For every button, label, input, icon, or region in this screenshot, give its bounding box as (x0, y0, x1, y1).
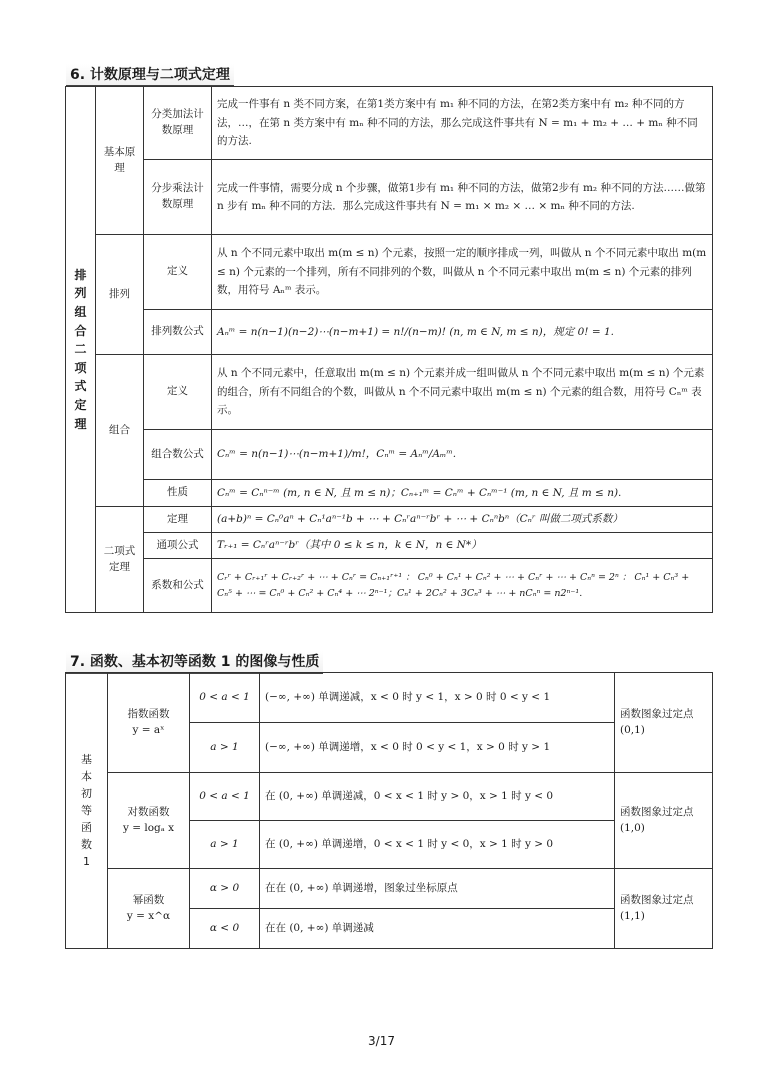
counting-table (65, 86, 713, 613)
condition: 0 < a < 1 (190, 673, 260, 723)
row-content: Aₙᵐ = n(n−1)(n−2)⋯(n−m+1) = n!/(n−m)! (n, m ∈ N, m ≤ n)，规定 0! = 1. (212, 310, 713, 355)
row-content: Cₙᵐ = Cₙⁿ⁻ᵐ (m, n ∈ N, 且 m ≤ n)；Cₙ₊₁ᵐ = Cₙᵐ + Cₙᵐ⁻¹ (m, n ∈ N, 且 m ≤ n). (212, 480, 713, 507)
row-content: (a+b)ⁿ = Cₙ⁰aⁿ + Cₙ¹aⁿ⁻¹b + ⋯ + Cₙʳaⁿ⁻ʳbʳ + ⋯ + Cₙⁿbⁿ（Cₙʳ 叫做二项式系数） (212, 507, 713, 533)
category-cell: 基本初等函数1 (66, 673, 108, 949)
group-comb: 组合 (96, 355, 144, 507)
func-exp (108, 673, 190, 773)
note: 函数图象过定点 (0,1) (615, 673, 713, 773)
row-label: 分类加法计数原理 (144, 87, 212, 160)
func-name: 指数函数 (127, 707, 170, 720)
func-name: 幂函数 (132, 893, 165, 906)
row-label: 系数和公式 (144, 559, 212, 613)
row-content: 从 n 个不同元素中，任意取出 m(m ≤ n) 个元素并成一组叫做从 n 个不同元素中取出 m(m ≤ n) 个元素的组合，所有不同组合的个数，叫做从 n 个不同元素中取出 m(m ≤ n) 个元素的组合数，用符号 Cₙᵐ 表示。 (212, 355, 713, 430)
row-label: 组合数公式 (144, 430, 212, 480)
category-cell: 排列组合二项式定理 (66, 87, 96, 613)
group-binom: 二项式定理 (96, 507, 144, 613)
row-content: 完成一件事情，需要分成 n 个步骤，做第1步有 m₁ 种不同的方法，做第2步有 m₂ 种不同的方法……做第 n 步有 mₙ 种不同的方法．那么完成这件事共有 N = m₁ × m₂ × … × mₙ 种不同的方法. (212, 160, 713, 235)
condition: α > 0 (190, 869, 260, 909)
property: (−∞, +∞) 单调递增，x < 0 时 0 < y < 1，x > 0 时 y > 1 (260, 723, 615, 773)
row-content: Cₙᵐ = n(n−1)⋯(n−m+1)/m!，Cₙᵐ = Aₙᵐ/Aₘᵐ. (212, 430, 713, 480)
property: 在 (0, +∞) 单调递增，0 < x < 1 时 y < 0，x > 1 时 y > 0 (260, 821, 615, 869)
row-content: 完成一件事有 n 类不同方案，在第1类方案中有 m₁ 种不同的方法，在第2类方案中有 m₂ 种不同的方法，…，在第 n 类方案中有 mₙ 种不同的方法，那么完成这件事共有 N = m₁ + m₂ + … + mₙ 种不同的方法. (212, 87, 713, 160)
func-log (108, 773, 190, 869)
row-label: 分步乘法计数原理 (144, 160, 212, 235)
note: 函数图象过定点 (1,0) (615, 773, 713, 869)
row-content: Tᵣ₊₁ = Cₙʳaⁿ⁻ʳbʳ（其中 0 ≤ k ≤ n，k ∈ N，n ∈ N*） (212, 533, 713, 559)
section-6-title: 6. 计数原理与二项式定理 (66, 64, 234, 87)
row-label: 通项公式 (144, 533, 212, 559)
condition: 0 < a < 1 (190, 773, 260, 821)
property: 在 (0, +∞) 单调递减，0 < x < 1 时 y > 0，x > 1 时 y < 0 (260, 773, 615, 821)
row-label: 定义 (144, 235, 212, 310)
row-label: 排列数公式 (144, 310, 212, 355)
condition: α < 0 (190, 909, 260, 949)
func-power (108, 869, 190, 949)
row-label: 定义 (144, 355, 212, 430)
row-label: 性质 (144, 480, 212, 507)
property: (−∞, +∞) 单调递减，x < 0 时 y < 1，x > 0 时 0 < y < 1 (260, 673, 615, 723)
property: 在在 (0, +∞) 单调递增，图象过坐标原点 (260, 869, 615, 909)
func-formula: y = x^α (126, 909, 171, 922)
condition: a > 1 (190, 821, 260, 869)
group-basic: 基本原理 (96, 87, 144, 235)
row-label: 定理 (144, 507, 212, 533)
page-number: 3/17 (368, 1034, 395, 1048)
func-formula: y = logₐ x (122, 821, 175, 834)
func-name: 对数函数 (127, 805, 170, 818)
func-formula: y = aˣ (132, 723, 165, 736)
group-perm: 排列 (96, 235, 144, 355)
section-7-title: 7. 函数、基本初等函数 1 的图像与性质 (66, 651, 323, 674)
functions-table (65, 672, 713, 949)
row-content: 从 n 个不同元素中取出 m(m ≤ n) 个元素，按照一定的顺序排成一列，叫做从 n 个不同元素中取出 m(m ≤ n) 个元素的一个排列，所有不同排列的个数，叫做从 n 个不同元素中取出 m(m ≤ n) 个元素的排列数，用符号 Aₙᵐ 表示。 (212, 235, 713, 310)
property: 在在 (0, +∞) 单调递减 (260, 909, 615, 949)
condition: a > 1 (190, 723, 260, 773)
note: 函数图象过定点 (1,1) (615, 869, 713, 949)
row-content: Cᵣʳ + Cᵣ₊₁ʳ + Cᵣ₊₂ʳ + ⋯ + Cₙʳ = Cₙ₊₁ʳ⁺¹ ： Cₙ⁰ + Cₙ¹ + Cₙ² + ⋯ + Cₙʳ + ⋯ + Cₙⁿ = 2ⁿ ： Cₙ¹ + Cₙ³ + Cₙ⁵ + ⋯ = Cₙ⁰ + Cₙ² + Cₙ⁴ + ⋯ 2ⁿ⁻¹；Cₙ¹ + 2Cₙ² + 3Cₙ³ + ⋯ + nCₙⁿ = n2ⁿ⁻¹. (212, 559, 713, 613)
